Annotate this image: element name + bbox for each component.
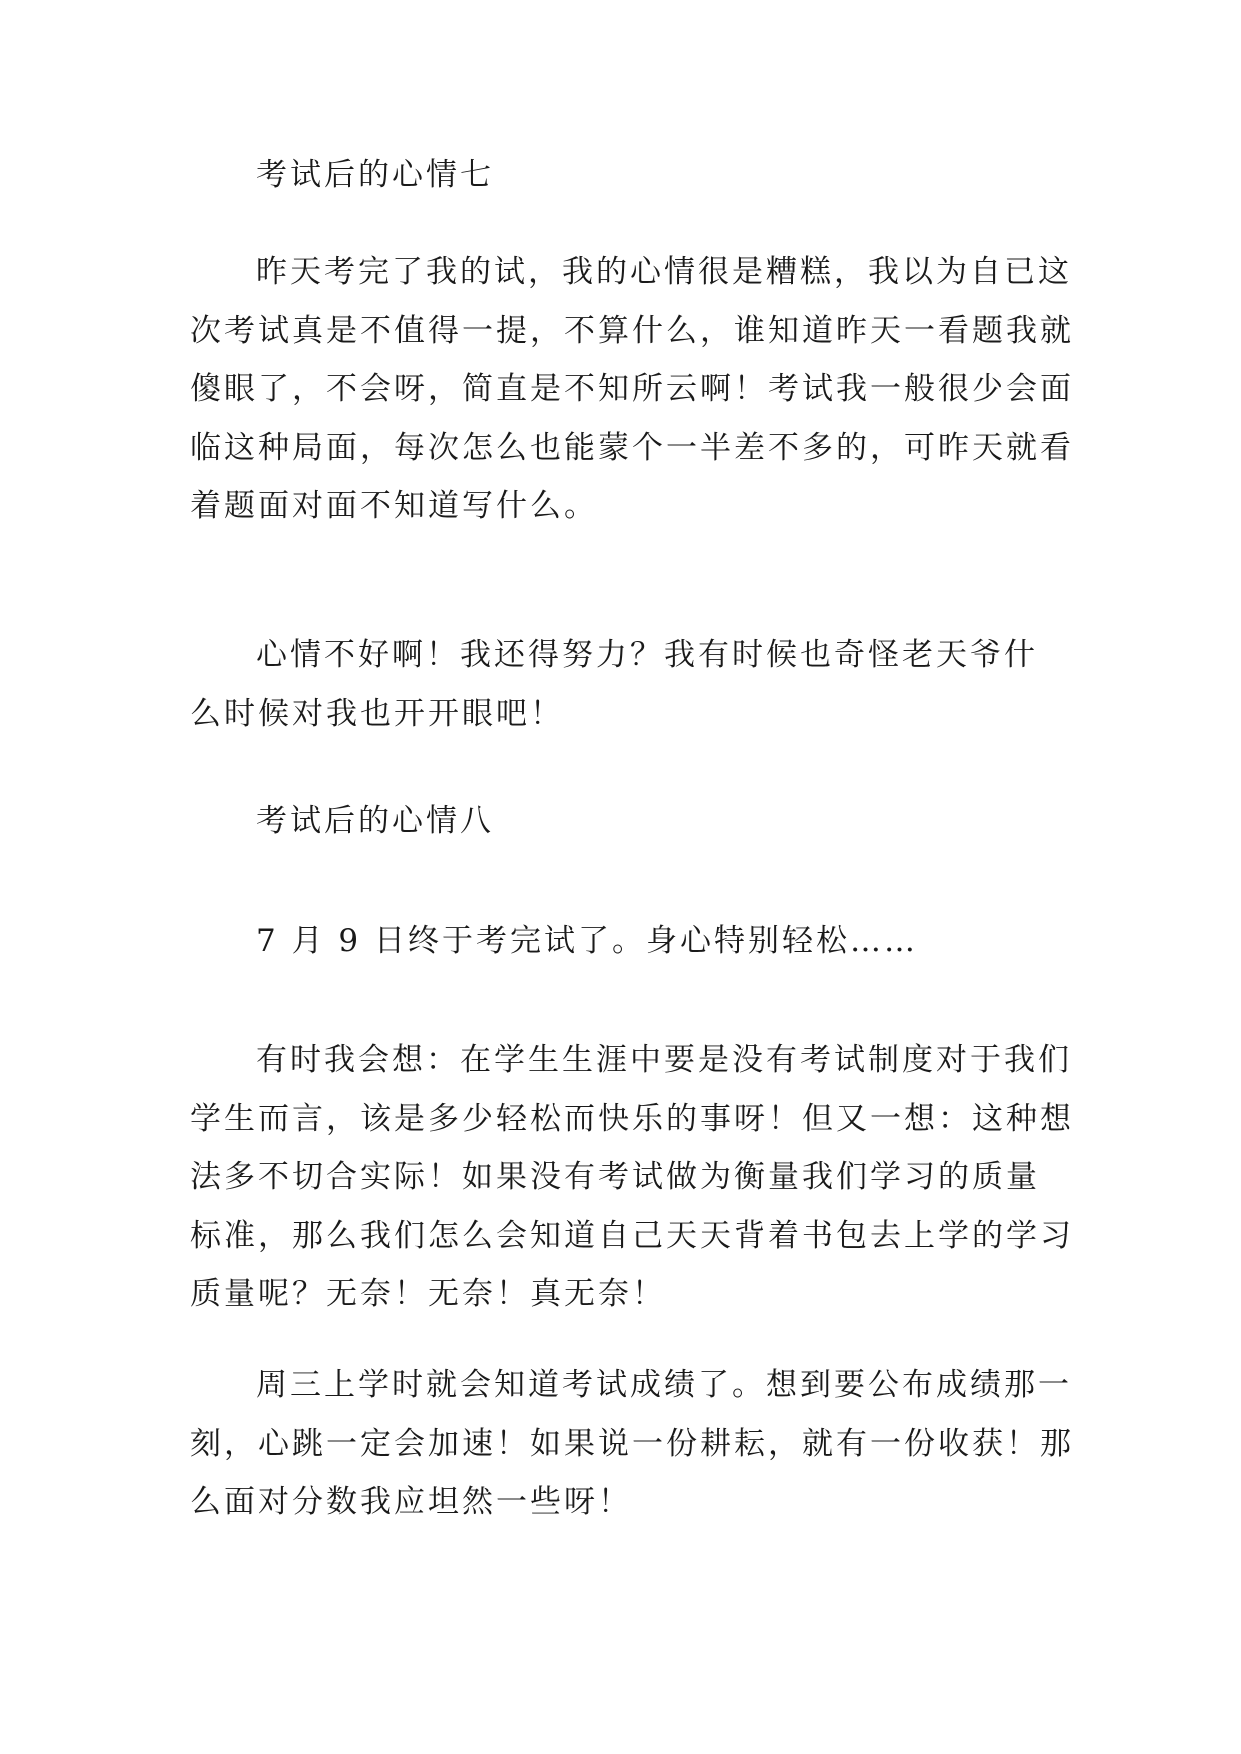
paragraph-5: [190, 1356, 1074, 1532]
paragraph-3: [190, 912, 1055, 971]
paragraph-line: 次考试真是不值得一提，不算什么，谁知道昨天一看题我就: [190, 312, 1074, 349]
paragraph-2: [190, 626, 1055, 743]
paragraph-line: 么时候对我也开开眼吧！: [190, 695, 564, 732]
paragraph-line: 法多不切合实际！如果没有考试做为衡量我们学习的质量: [190, 1159, 1040, 1195]
heading-line: 考试后的心情八: [256, 803, 494, 839]
paragraph-line: 有时我会想：在学生生涯中要是没有考试制度对于我们: [256, 1042, 1072, 1078]
section-heading-8: [190, 792, 1055, 851]
paragraph-line: 7 月 9 日终于考完试了。身心特别轻松……: [256, 923, 919, 959]
paragraph-line: 么面对分数我应坦然一些呀！: [190, 1484, 632, 1520]
heading-line: 考试后的心情七: [256, 157, 494, 193]
paragraph-line: 着题面对面不知道写什么。: [190, 488, 598, 524]
paragraph-line: 傻眼了，不会呀，简直是不知所云啊！考试我一般很少会面: [190, 371, 1074, 407]
paragraph-line: 周三上学时就会知道考试成绩了。想到要公布成绩那一: [256, 1367, 1072, 1403]
paragraph-4: [190, 1031, 1074, 1324]
section-heading-7: [190, 146, 1055, 205]
paragraph-line: 质量呢？无奈！无奈！真无奈！: [190, 1276, 666, 1312]
paragraph-line: 标准，那么我们怎么会知道自己天天背着书包去上学的学习: [190, 1217, 1074, 1254]
paragraph-1: [190, 243, 1074, 536]
paragraph-line: 心情不好啊！我还得努力？我有时候也奇怪老天爷什: [256, 637, 1038, 673]
paragraph-line: 临这种局面，每次怎么也能蒙个一半差不多的，可昨天就看: [190, 429, 1074, 466]
paragraph-line: 昨天考完了我的试，我的心情很是糟糕，我以为自已这: [256, 254, 1072, 290]
paragraph-line: 刻，心跳一定会加速！如果说一份耕耘，就有一份收获！那: [190, 1425, 1074, 1462]
paragraph-line: 学生而言，该是多少轻松而快乐的事呀！但又一想：这种想: [190, 1100, 1074, 1137]
